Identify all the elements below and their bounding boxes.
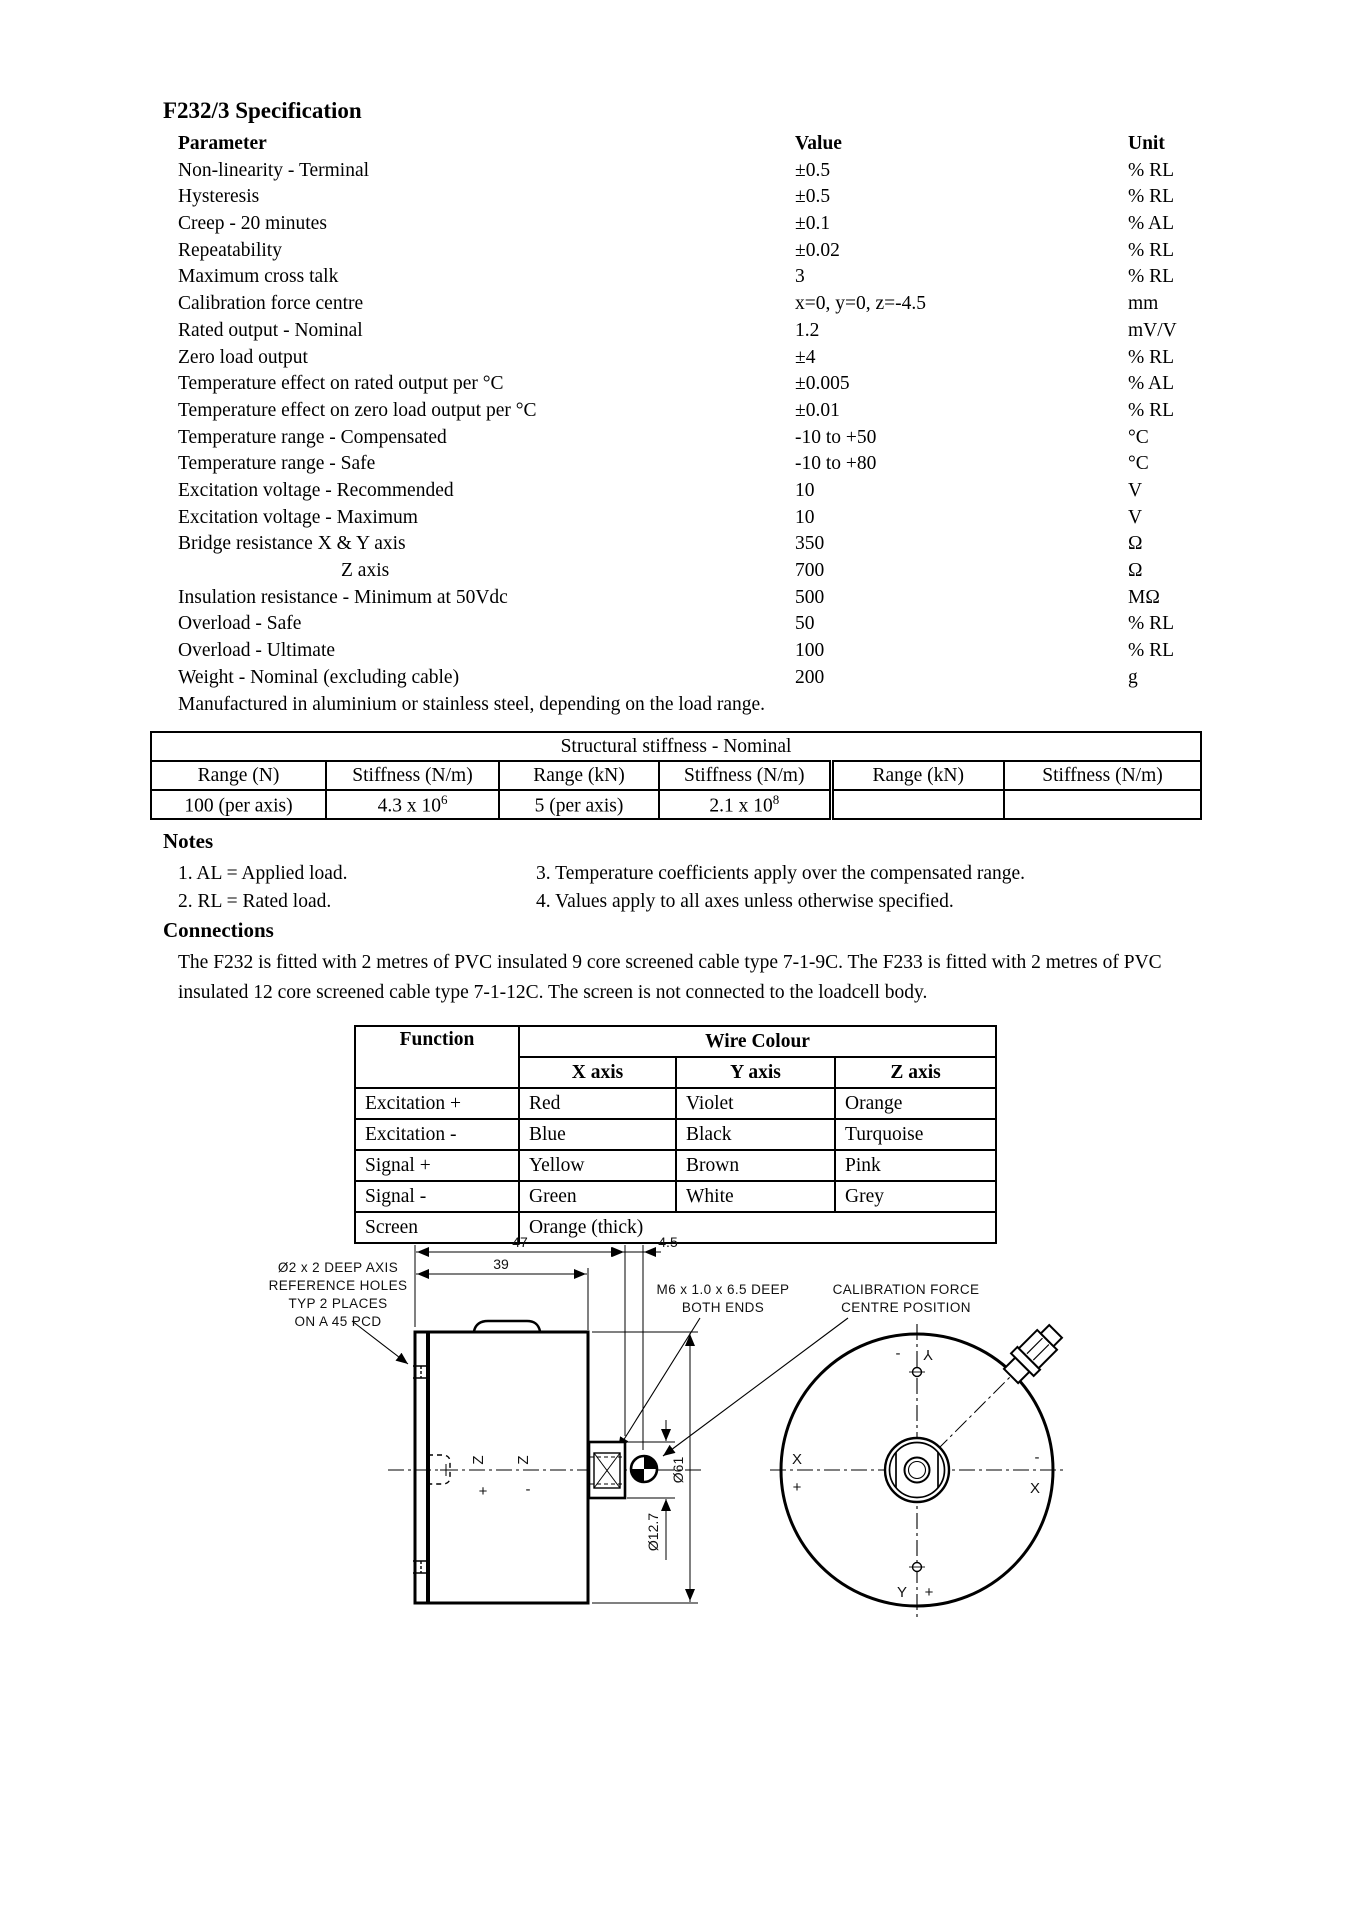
- dim-4-5-text: 4.5: [658, 1234, 678, 1250]
- spec-value: x=0, y=0, z=-4.5: [795, 293, 927, 315]
- wire-header-function: Function: [355, 1026, 519, 1088]
- y-axis-label-top: Y: [922, 1346, 934, 1363]
- spec-unit: °C: [1128, 453, 1149, 475]
- wire-header-group: Wire Colour: [519, 1026, 996, 1057]
- spec-parameter: Zero load output: [178, 346, 308, 368]
- front-view: [770, 1320, 1067, 1617]
- ref-holes-label-line: ON A 45 PCD: [294, 1314, 382, 1329]
- spec-value: -10 to +50: [795, 426, 877, 448]
- page-title: F232/3 Specification: [163, 98, 362, 123]
- note-item: 1. AL = Applied load.: [178, 863, 348, 884]
- spec-unit: % RL: [1128, 186, 1175, 208]
- wire-colour-x: Blue: [519, 1119, 676, 1150]
- stiffness-cell: 2.1 x $10^8$: [659, 790, 831, 819]
- spec-header-parameter: Parameter: [178, 133, 267, 154]
- spec-unit: % RL: [1128, 346, 1175, 368]
- spec-value: ±0.1: [795, 213, 831, 235]
- spec-value: 500: [795, 586, 825, 608]
- wire-header-z-axis: Z axis: [835, 1057, 996, 1088]
- material-footnote: Manufactured in aluminium or stainless steel, depending on the load range.: [178, 694, 766, 715]
- spec-value: 50: [795, 613, 815, 635]
- dimension-39: [416, 1256, 588, 1330]
- spec-parameter: Bridge resistance X & Y axis: [178, 533, 406, 555]
- spec-unit: mV/V: [1128, 319, 1177, 341]
- connections-paragraph: The F232 is fitted with 2 metres of PVC insulated 9 core screened cable type 7-1-9C. The F233 is fitted with 2 metres of PVC insulated 12 core screened cable type 7-1-12C. The screen is not connected to the loadcell body.: [178, 952, 1162, 1003]
- note-item: 3. Temperature coefficients apply over the compensated range.: [536, 863, 1026, 884]
- z-axis-label: Z: [470, 1455, 487, 1465]
- spec-value: 100: [795, 640, 825, 662]
- dim-39-text: 39: [493, 1256, 509, 1272]
- stiffness-cell: 100 (per axis): [151, 790, 326, 819]
- spec-unit: Ω: [1128, 533, 1143, 555]
- ref-holes-label-line: Ø2 x 2 DEEP AXIS: [277, 1260, 399, 1275]
- loadcell-body-outline: [415, 1332, 588, 1603]
- spec-unit: % RL: [1128, 613, 1175, 635]
- x-plus-label: +: [792, 1479, 802, 1496]
- spec-value: 350: [795, 533, 825, 555]
- dim-dia12-7-text: Ø12.7: [645, 1512, 661, 1552]
- y-axis-label-bottom: Y: [896, 1584, 908, 1601]
- calibration-label: [833, 1282, 980, 1315]
- z-minus-label: -: [525, 1481, 531, 1498]
- stiffness-col-header: Range (kN): [499, 761, 659, 790]
- spec-value: 10: [795, 506, 815, 528]
- wire-function: Excitation +: [355, 1088, 519, 1119]
- spec-parameter: Temperature effect on rated output per °C: [178, 373, 504, 395]
- connections-heading: Connections: [163, 918, 274, 942]
- z-axis-label: Z: [515, 1455, 532, 1465]
- wire-colour-z: Orange: [835, 1088, 996, 1119]
- spec-value: 700: [795, 560, 825, 581]
- spec-parameter: Repeatability: [178, 239, 282, 261]
- wire-function: Screen: [355, 1212, 519, 1243]
- spec-parameter: Non-linearity - Terminal: [178, 159, 370, 181]
- spec-unit: MΩ: [1128, 586, 1160, 608]
- spec-parameter: Temperature range - Safe: [178, 453, 376, 475]
- calibration-centre-symbol: [631, 1456, 657, 1482]
- stiffness-col-header: Range (kN): [831, 761, 1004, 790]
- spec-parameter: Maximum cross talk: [178, 266, 339, 288]
- stiffness-table-title: Structural stiffness - Nominal: [151, 732, 1201, 761]
- spec-value: ±0.02: [795, 239, 840, 261]
- dimension-4-5: [607, 1234, 678, 1450]
- y-minus-label: -: [895, 1345, 901, 1362]
- spec-unit: % RL: [1128, 159, 1175, 181]
- spec-parameter: Excitation voltage - Maximum: [178, 506, 418, 528]
- spec-parameter: Insulation resistance - Minimum at 50Vdc: [178, 586, 508, 608]
- wire-header-y-axis: Y axis: [676, 1057, 835, 1088]
- z-plus-label: +: [478, 1483, 488, 1500]
- note-item: 2. RL = Rated load.: [178, 891, 332, 912]
- spec-parameter: Overload - Ultimate: [178, 640, 336, 662]
- stiffness-col-header: Range (N): [151, 761, 326, 790]
- spec-value: ±4: [795, 346, 816, 368]
- wire-colour-z: Pink: [835, 1150, 996, 1181]
- notes-heading: Notes: [163, 829, 214, 853]
- stiffness-cell: 5 (per axis): [499, 790, 659, 819]
- wire-colour-x: Red: [519, 1088, 676, 1119]
- wire-colour-y: Black: [676, 1119, 835, 1150]
- spec-unit: % RL: [1128, 640, 1175, 662]
- spec-unit: % RL: [1128, 239, 1175, 261]
- spec-unit: V: [1128, 479, 1143, 501]
- spec-parameter: Temperature range - Compensated: [178, 426, 447, 448]
- m6-leader: [618, 1318, 700, 1449]
- m6-label-line: M6 x 1.0 x 6.5 DEEP: [656, 1282, 790, 1297]
- spec-unit: % AL: [1128, 373, 1175, 395]
- wire-colour-y: White: [676, 1181, 835, 1212]
- wire-colour-screen: Orange (thick): [519, 1212, 996, 1243]
- central-hub: [885, 1438, 949, 1502]
- wire-colour-z: Grey: [835, 1181, 996, 1212]
- spec-value: ±0.01: [795, 399, 840, 421]
- wire-colour-x: Green: [519, 1181, 676, 1212]
- spec-unit: Ω: [1128, 560, 1143, 581]
- spec-unit: mm: [1128, 293, 1159, 315]
- spec-unit: % RL: [1128, 399, 1175, 421]
- note-item: 4. Values apply to all axes unless otherwise specified.: [536, 891, 954, 912]
- spec-value: 3: [795, 266, 805, 288]
- spec-value: -10 to +80: [795, 453, 877, 475]
- spec-value: 1.2: [795, 319, 820, 341]
- spec-parameter: Z axis: [341, 560, 390, 581]
- spec-header-unit: Unit: [1128, 133, 1165, 154]
- spec-unit: g: [1128, 666, 1138, 688]
- ref-holes-label-line: TYP 2 PLACES: [288, 1296, 388, 1311]
- x-minus-label: -: [1034, 1449, 1040, 1466]
- dim-47-text: 47: [512, 1234, 528, 1250]
- ref-holes-label-line: REFERENCE HOLES: [268, 1278, 408, 1293]
- spec-parameter: Rated output - Nominal: [178, 319, 363, 341]
- wire-header-x-axis: X axis: [519, 1057, 676, 1088]
- spec-value: 200: [795, 666, 825, 688]
- calibration-label-line: CALIBRATION FORCE: [832, 1282, 980, 1297]
- m6-thread-label: [657, 1282, 790, 1315]
- spec-value: 10: [795, 479, 815, 501]
- wire-function: Excitation -: [355, 1119, 519, 1150]
- spec-value: ±0.5: [795, 186, 831, 208]
- wire-function: Signal +: [355, 1150, 519, 1181]
- spec-parameter: Excitation voltage - Recommended: [178, 479, 454, 501]
- x-axis-label-left: X: [791, 1451, 803, 1468]
- wire-colour-x: Yellow: [519, 1150, 676, 1181]
- calibration-label-line: CENTRE POSITION: [841, 1300, 971, 1315]
- spec-value: ±0.5: [795, 159, 831, 181]
- dimension-dia12-7: [627, 1420, 675, 1560]
- ref-holes-label: [269, 1260, 408, 1329]
- wire-colour-y: Brown: [676, 1150, 835, 1181]
- spec-value: ±0.005: [795, 373, 850, 395]
- spec-header-value: Value: [795, 133, 842, 154]
- spec-unit: % AL: [1128, 213, 1175, 235]
- spec-parameter: Temperature effect on zero load output per °C: [178, 399, 537, 421]
- m6-label-line: BOTH ENDS: [681, 1300, 765, 1315]
- stiffness-cell: 4.3 x $10^6$: [326, 790, 499, 819]
- spec-parameter: Calibration force centre: [178, 293, 364, 315]
- spec-parameter: Hysteresis: [178, 186, 260, 208]
- wire-colour-y: Violet: [676, 1088, 835, 1119]
- stiffness-col-header: Stiffness (N/m): [659, 761, 831, 790]
- side-view: [388, 1321, 702, 1603]
- spec-unit: % RL: [1128, 266, 1175, 288]
- spec-unit: V: [1128, 506, 1143, 528]
- spec-unit: °C: [1128, 426, 1149, 448]
- cable-exit-bump: [474, 1321, 540, 1331]
- y-plus-label: +: [924, 1584, 934, 1601]
- stiffness-col-header: Stiffness (N/m): [326, 761, 499, 790]
- spec-parameter: Weight - Nominal (excluding cable): [178, 666, 460, 688]
- stiffness-col-header: Stiffness (N/m): [1004, 761, 1201, 790]
- dim-dia61-text: Ø61: [670, 1456, 686, 1484]
- wire-colour-z: Turquoise: [835, 1119, 996, 1150]
- spec-parameter: Overload - Safe: [178, 613, 302, 635]
- x-axis-label-right: X: [1029, 1480, 1041, 1497]
- spec-parameter: Creep - 20 minutes: [178, 213, 327, 235]
- wire-function: Signal -: [355, 1181, 519, 1212]
